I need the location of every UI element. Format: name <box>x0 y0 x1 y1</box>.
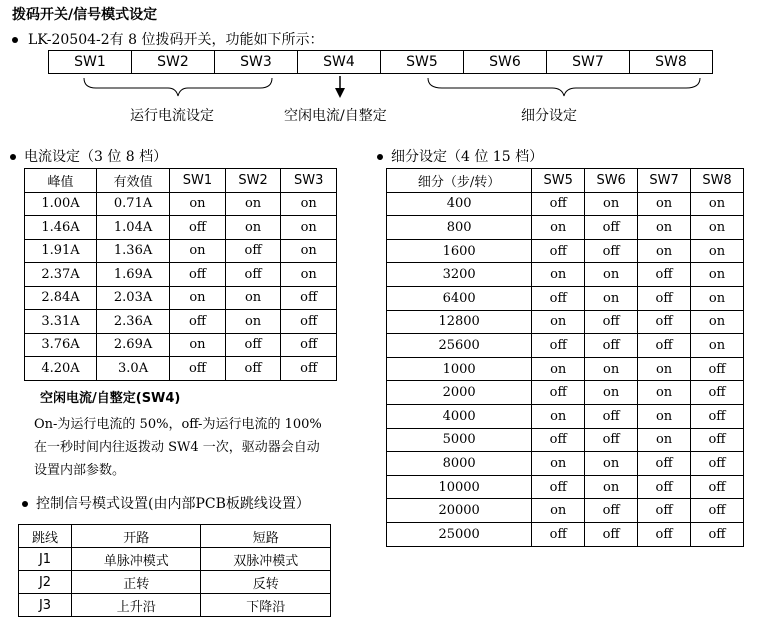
microstep-cell: off <box>532 192 585 216</box>
current-cell: 1.36A <box>96 239 169 263</box>
microstep-table <box>386 168 744 547</box>
current-cell: 1.46A <box>25 216 97 240</box>
microstep-cell: on <box>638 216 691 240</box>
switch-cell-sw4: SW4 <box>298 51 381 74</box>
current-cell: on <box>281 239 337 263</box>
microstep-cell: on <box>691 239 744 263</box>
control-cell: 单脉冲模式 <box>71 548 201 571</box>
microstep-cell: on <box>638 381 691 405</box>
microstep-cell: off <box>585 404 638 428</box>
intro-line <box>12 29 323 49</box>
microstep-cell: on <box>638 239 691 263</box>
control-cell: 上升沿 <box>71 594 201 617</box>
microstep-cell: on <box>532 499 585 523</box>
current-cell: 3.0A <box>96 357 169 381</box>
table-row <box>25 333 337 357</box>
microstep-header-cell: SW5 <box>532 169 585 193</box>
table-row <box>19 594 331 617</box>
current-table-header <box>25 169 337 193</box>
microstep-cell: off <box>585 499 638 523</box>
microstep-cell: on <box>691 334 744 358</box>
microstep-cell: off <box>638 310 691 334</box>
microstep-cell: off <box>638 475 691 499</box>
idle-description <box>34 413 322 482</box>
microstep-cell: 10000 <box>387 475 532 499</box>
brace-current <box>84 78 272 96</box>
microstep-cell: on <box>585 452 638 476</box>
table-row <box>387 263 744 287</box>
bullet-dot <box>12 37 18 43</box>
table-row <box>387 499 744 523</box>
microstep-cell: off <box>691 381 744 405</box>
current-header-cell: 有效值 <box>96 169 169 193</box>
microstep-cell: on <box>691 216 744 240</box>
microstep-cell: on <box>691 310 744 334</box>
switch-cell-sw5: SW5 <box>381 51 464 74</box>
microstep-cell: on <box>532 404 585 428</box>
microstep-cell: 3200 <box>387 263 532 287</box>
group-brackets <box>0 74 757 104</box>
microstep-cell: 25600 <box>387 334 532 358</box>
microstep-cell: 20000 <box>387 499 532 523</box>
current-cell: 3.31A <box>25 310 97 334</box>
table-row <box>25 310 337 334</box>
current-cell: off <box>225 333 281 357</box>
microstep-cell: on <box>532 452 585 476</box>
table-row <box>25 263 337 287</box>
control-cell: J1 <box>19 548 72 571</box>
control-cell: J2 <box>19 571 72 594</box>
table-row <box>387 404 744 428</box>
control-cell: 双脉冲模式 <box>201 548 331 571</box>
microstep-cell: 5000 <box>387 428 532 452</box>
current-cell: 1.00A <box>25 192 97 216</box>
microstep-cell: off <box>585 334 638 358</box>
microstep-cell: off <box>638 499 691 523</box>
idle-heading: 空闲电流/自整定(SW4) <box>40 391 181 406</box>
microstep-cell: off <box>532 381 585 405</box>
current-cell: 2.69A <box>96 333 169 357</box>
group-label-microstep: 细分设定 <box>521 108 577 124</box>
current-header-cell: 峰值 <box>25 169 97 193</box>
current-cell: 2.36A <box>96 310 169 334</box>
microstep-cell: off <box>691 428 744 452</box>
microstep-cell: off <box>532 428 585 452</box>
microstep-cell: on <box>532 216 585 240</box>
microstep-table-header <box>387 169 744 193</box>
microstep-cell: 6400 <box>387 286 532 310</box>
current-cell: 1.91A <box>25 239 97 263</box>
current-header-cell: SW2 <box>225 169 281 193</box>
microstep-cell: off <box>638 334 691 358</box>
switch-cell-sw3: SW3 <box>215 51 298 74</box>
microstep-cell: 12800 <box>387 310 532 334</box>
current-cell: 2.03A <box>96 286 169 310</box>
table-row <box>387 452 744 476</box>
control-table-header <box>19 525 331 548</box>
microstep-header-cell: SW6 <box>585 169 638 193</box>
microstep-header-cell: 细分（步/转） <box>387 169 532 193</box>
group-label-current: 运行电流设定 <box>130 108 214 124</box>
current-cell: on <box>170 192 226 216</box>
current-cell: off <box>281 310 337 334</box>
microstep-cell: off <box>532 475 585 499</box>
table-row <box>387 216 744 240</box>
current-cell: off <box>170 216 226 240</box>
microstep-cell: on <box>585 263 638 287</box>
current-cell: on <box>170 286 226 310</box>
current-cell: on <box>170 333 226 357</box>
current-cell: 4.20A <box>25 357 97 381</box>
microstep-heading-text: 细分设定（4 位 15 档） <box>391 149 544 165</box>
table-row <box>19 548 331 571</box>
current-cell: on <box>225 310 281 334</box>
current-header-cell: SW1 <box>170 169 226 193</box>
current-cell: off <box>281 333 337 357</box>
microstep-cell: 2000 <box>387 381 532 405</box>
microstep-cell: on <box>638 192 691 216</box>
current-cell: on <box>170 239 226 263</box>
table-row <box>25 216 337 240</box>
current-cell: 0.71A <box>96 192 169 216</box>
current-heading <box>10 146 167 166</box>
current-cell: off <box>170 263 226 287</box>
switch-row <box>49 51 713 74</box>
microstep-cell: off <box>691 522 744 546</box>
table-row <box>387 192 744 216</box>
control-table <box>18 524 331 617</box>
table-row <box>25 192 337 216</box>
microstep-cell: on <box>691 192 744 216</box>
table-row <box>387 428 744 452</box>
switch-cell-sw7: SW7 <box>547 51 630 74</box>
microstep-cell: 4000 <box>387 404 532 428</box>
microstep-cell: on <box>532 263 585 287</box>
current-cell: on <box>281 192 337 216</box>
current-cell: off <box>281 286 337 310</box>
table-row <box>387 334 744 358</box>
microstep-cell: on <box>585 357 638 381</box>
current-cell: 1.69A <box>96 263 169 287</box>
table-row <box>387 286 744 310</box>
microstep-cell: 1000 <box>387 357 532 381</box>
control-heading-text: 控制信号模式设置(由内部PCB板跳线设置） <box>36 496 310 512</box>
microstep-cell: off <box>638 286 691 310</box>
table-row <box>25 286 337 310</box>
microstep-cell: 400 <box>387 192 532 216</box>
control-header-cell: 短路 <box>201 525 331 548</box>
microstep-cell: 8000 <box>387 452 532 476</box>
microstep-cell: on <box>585 381 638 405</box>
control-header-cell: 跳线 <box>19 525 72 548</box>
control-cell: 反转 <box>201 571 331 594</box>
control-header-cell: 开路 <box>71 525 201 548</box>
microstep-cell: off <box>532 239 585 263</box>
switch-table <box>48 50 713 74</box>
idle-line-2: 在一秒时间内往返拨动 SW4 一次，驱动器会自动 <box>34 440 320 455</box>
current-header-cell: SW3 <box>281 169 337 193</box>
current-cell: on <box>225 286 281 310</box>
microstep-cell: 25000 <box>387 522 532 546</box>
current-cell: on <box>225 216 281 240</box>
page-title: 拨码开关/信号模式设定 <box>12 7 158 23</box>
current-cell: off <box>170 310 226 334</box>
brace-microstep <box>428 78 700 96</box>
table-row <box>25 239 337 263</box>
microstep-cell: off <box>691 499 744 523</box>
microstep-cell: on <box>585 286 638 310</box>
microstep-cell: off <box>691 452 744 476</box>
microstep-cell: off <box>585 239 638 263</box>
current-cell: 2.84A <box>25 286 97 310</box>
table-row <box>387 381 744 405</box>
idle-line-3: 设置内部参数。 <box>34 463 126 478</box>
current-cell: off <box>281 357 337 381</box>
microstep-cell: on <box>532 310 585 334</box>
current-cell: on <box>225 192 281 216</box>
current-cell: off <box>225 263 281 287</box>
microstep-cell: off <box>585 310 638 334</box>
switch-cell-sw6: SW6 <box>464 51 547 74</box>
microstep-cell: off <box>532 334 585 358</box>
microstep-cell: off <box>532 522 585 546</box>
microstep-cell: off <box>638 263 691 287</box>
current-heading-text: 电流设定（3 位 8 档） <box>24 149 168 165</box>
arrow-head <box>335 88 345 98</box>
table-row <box>19 571 331 594</box>
microstep-cell: 1600 <box>387 239 532 263</box>
switch-cell-sw1: SW1 <box>49 51 132 74</box>
microstep-cell: on <box>691 263 744 287</box>
current-cell: off <box>225 357 281 381</box>
microstep-cell: on <box>532 357 585 381</box>
table-row <box>387 522 744 546</box>
microstep-cell: off <box>585 428 638 452</box>
current-cell: on <box>281 263 337 287</box>
current-cell: off <box>225 239 281 263</box>
table-row <box>387 310 744 334</box>
microstep-cell: off <box>691 357 744 381</box>
control-cell: 下降沿 <box>201 594 331 617</box>
current-cell: 3.76A <box>25 333 97 357</box>
bullet-dot <box>10 154 16 160</box>
microstep-header-cell: SW8 <box>691 169 744 193</box>
microstep-cell: on <box>638 428 691 452</box>
group-label-idle: 空闲电流/自整定 <box>284 108 387 124</box>
microstep-cell: 800 <box>387 216 532 240</box>
microstep-cell: off <box>585 522 638 546</box>
microstep-cell: on <box>638 357 691 381</box>
table-row <box>25 357 337 381</box>
microstep-heading <box>377 146 543 166</box>
control-cell: J3 <box>19 594 72 617</box>
microstep-cell: off <box>638 452 691 476</box>
microstep-cell: off <box>691 404 744 428</box>
current-cell: 2.37A <box>25 263 97 287</box>
idle-line-1: On-为运行电流的 50%，off-为运行电流的 100% <box>34 417 322 432</box>
control-heading <box>22 493 310 513</box>
intro-text: LK-20504-2有 8 位拨码开关，功能如下所示： <box>28 32 324 48</box>
current-cell: on <box>281 216 337 240</box>
microstep-cell: off <box>585 216 638 240</box>
table-row <box>387 357 744 381</box>
microstep-header-cell: SW7 <box>638 169 691 193</box>
microstep-cell: on <box>585 475 638 499</box>
bullet-dot <box>377 154 383 160</box>
table-row <box>387 475 744 499</box>
table-row <box>387 239 744 263</box>
switch-cell-sw2: SW2 <box>132 51 215 74</box>
microstep-cell: off <box>638 522 691 546</box>
current-cell: 1.04A <box>96 216 169 240</box>
current-table <box>24 168 337 381</box>
microstep-cell: on <box>585 192 638 216</box>
current-cell: off <box>170 357 226 381</box>
switch-cell-sw8: SW8 <box>630 51 713 74</box>
microstep-cell: on <box>638 404 691 428</box>
control-cell: 正转 <box>71 571 201 594</box>
microstep-cell: off <box>691 475 744 499</box>
microstep-cell: off <box>532 286 585 310</box>
bullet-dot <box>22 501 28 507</box>
microstep-cell: on <box>691 286 744 310</box>
